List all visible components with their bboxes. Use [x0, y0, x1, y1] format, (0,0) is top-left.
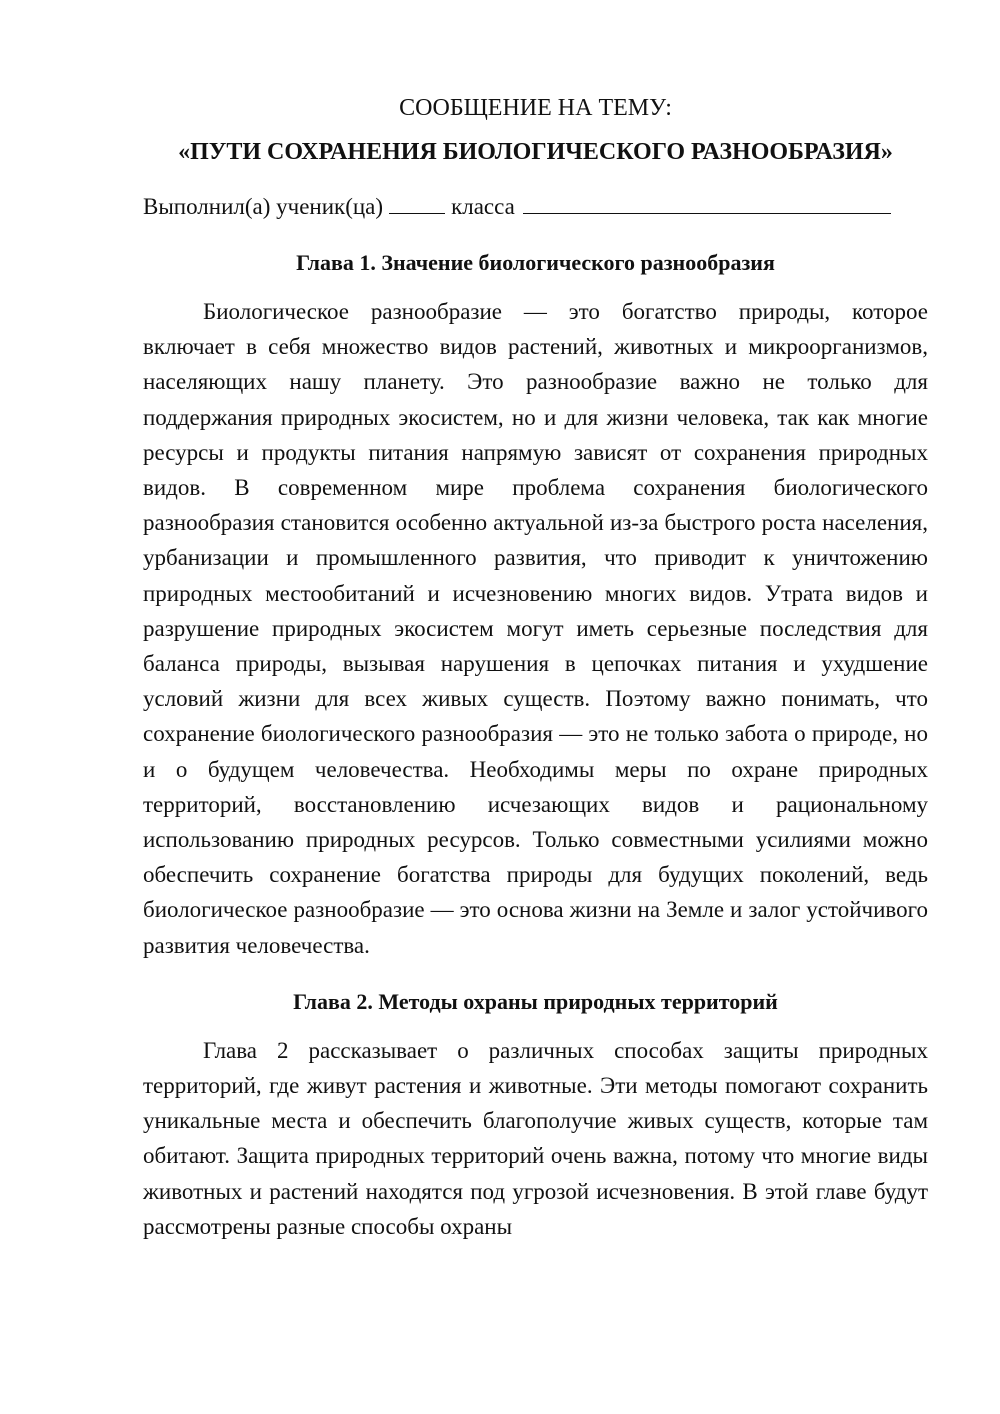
author-line — [143, 190, 928, 224]
name-blank — [523, 191, 891, 214]
chapter-1-paragraph: Биологическое разнообразие — это богатство природы, которое включает в себя множество видов растений, животных и микроорганизмов, населяющих нашу планету. Это разнообразие важно не только для поддержания природных экосистем, но и для жизни человека, так как многие ресурсы и продукты питания напрямую зависят от сохранения природных видов. В современном мире проблема сохранения биологического разнообразия становится особенно актуальной из-за быстрого роста населения, урбанизации и промышленного развития, что приводит к уничтожению природных местообитаний и исчезновению многих видов. Утрата видов и разрушение природных экосистем могут иметь серьезные последствия для баланса природы, вызывая нарушения в цепочках питания и ухудшение условий жизни для всех живых существ. Поэтому важно понимать, что сохранение биологического разнообразия — это не только забота о природе, но и о будущем человечества. Необходимы меры по охране природных территорий, восстановлению исчезающих видов и рациональному использованию природных ресурсов. Только совместными усилиями можно обеспечить сохранение богатства природы для будущих поколений, ведь биологическое разнообразие — это основа жизни на Земле и залог устойчивого развития человечества. — [143, 299, 928, 958]
chapter-2-paragraph: Глава 2 рассказывает о различных способах защиты природных территорий, где живут растения и животные. Эти методы помогают сохранить уникальные места и обеспечить благополучие живых существ, которые там обитают. Защита природных территорий очень важна, потому что многие виды животных и растений находятся под угрозой исчезновения. В этой главе будут рассмотрены разные способы охраны — [143, 1037, 928, 1239]
class-label: класса — [451, 194, 515, 219]
chapter-2-heading: Глава 2. Методы охраны природных территорий — [293, 988, 778, 1014]
page-title: «ПУТИ СОХРАНЕНИЯ БИОЛОГИЧЕСКОГО РАЗНООБРАЗИЯ» — [178, 139, 893, 165]
author-prefix: Выполнил(а) ученик(ца) — [143, 194, 384, 219]
chapter-1-heading: Глава 1. Значение биологического разнообразия — [296, 250, 775, 275]
title-top: СООБЩЕНИЕ НА ТЕМУ: — [399, 95, 672, 121]
class-number-blank — [389, 191, 445, 214]
document-page — [143, 90, 928, 1244]
